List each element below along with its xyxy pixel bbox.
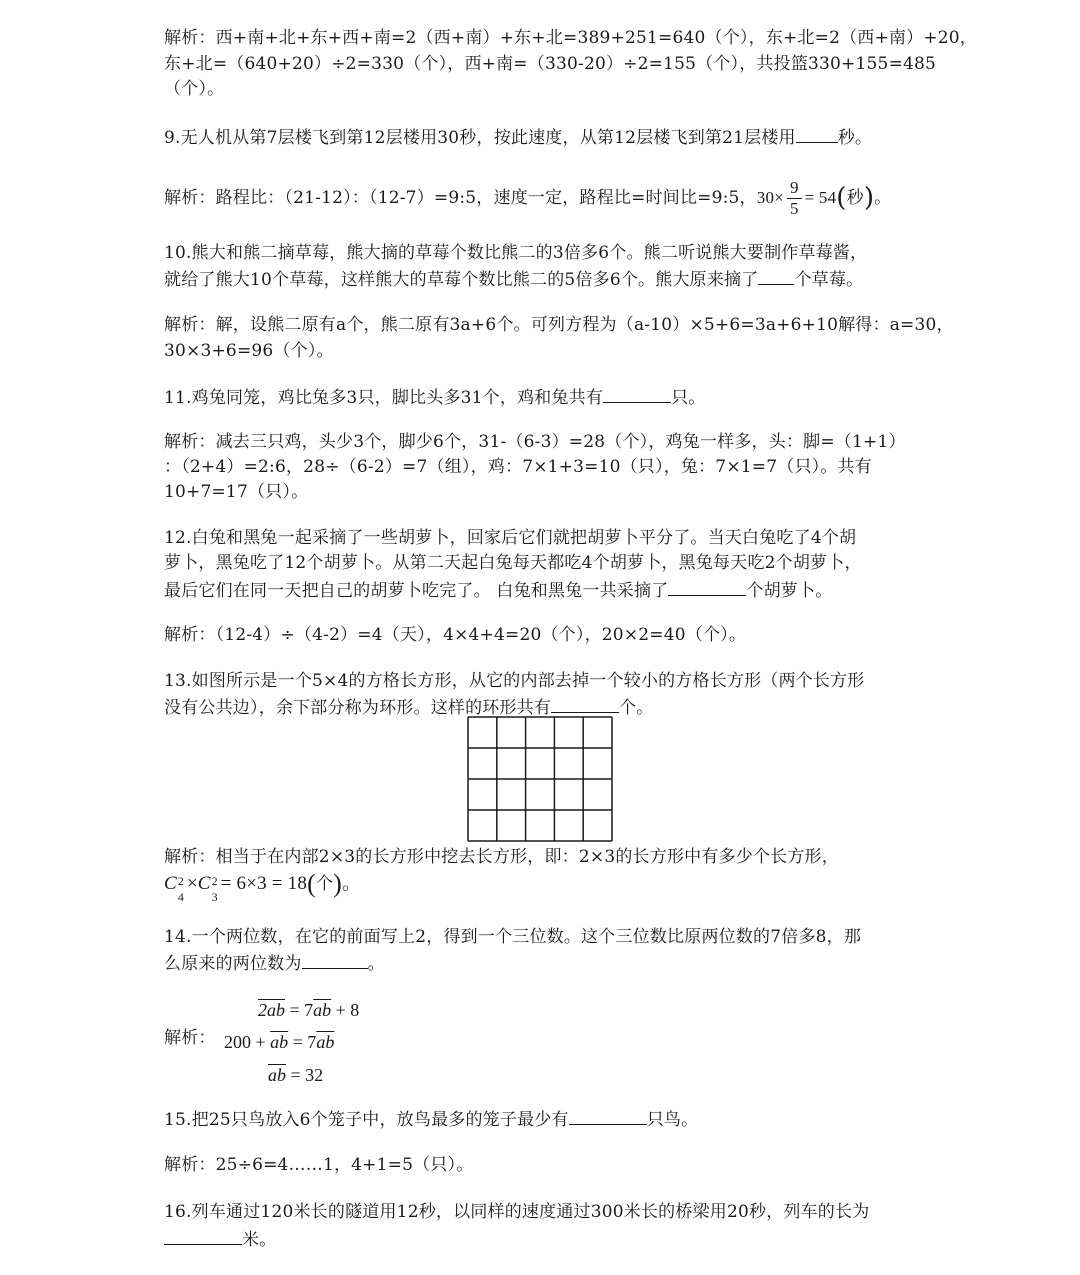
solution-9-text: 解析：路程比：（21-12）：（12-7）=9:5，速度一定，路程比=时间比=9:5， (164, 188, 757, 208)
solution-9: 解析：路程比：（21-12）：（12-7）=9:5，速度一定，路程比=时间比=9:5，30× $\frac{9}{5}$ = 54(秒)。 (164, 178, 892, 218)
answer-blank (164, 1226, 242, 1245)
fraction-9-5 (787, 178, 802, 219)
combination-symbol: C (197, 873, 211, 894)
solution-10-line-1: 解析：解，设熊二原有a个，熊二原有3a+6个。可列方程为（a-10）×5+6=3a+6+10解得：a=30， (164, 315, 954, 335)
question-10-line-2 (164, 266, 863, 292)
answer-blank (796, 124, 838, 143)
answer-blank (302, 950, 368, 969)
question-14-text: 么原来的两位数为 (164, 954, 302, 974)
question-9-tail: 秒。 (837, 128, 873, 148)
question-14-line-1: 14.一个两位数，在它的前面写上2，得到一个三位数。这个三位数比原两位数的7倍多8，那 (164, 927, 862, 947)
question-10-text: 就给了熊大10个草莓，这样熊大的草莓个数比熊二的5倍多6个。熊大原来摘了 (164, 270, 759, 290)
question-15-tail: 只鸟。 (646, 1110, 699, 1130)
solution-8-line-1: 解析：西+南+北+东+西+南=2（西+南）+东+北=389+251=640（个），东+北=2（西+南）+20， (164, 28, 978, 48)
question-13-tail: 个。 (619, 698, 654, 718)
question-10-tail: 个草莓。 (794, 270, 864, 290)
solution-15: 解析：25÷6=4……1，4+1=5（只）。 (164, 1155, 474, 1175)
question-11-text: 11.鸡兔同笼，鸡比兔多3只，脚比头多31个，鸡和兔共有 (164, 388, 604, 408)
question-12-text: 最后它们在同一天把自己的胡萝卜吃完了。 白兔和黑兔一共采摘了 (164, 581, 669, 601)
solution-13-line-1: 解析：相当于在内部2×3的长方形中挖去长方形，即：2×3的长方形中有多少个长方形， (164, 847, 839, 867)
solution-12: 解析：（12-4）÷（4-2）=4（天），4×4+4=20（个），20×2=40（个）。 (164, 625, 747, 645)
solution-8-line-3: （个）。 (164, 79, 225, 99)
question-12-tail: 个胡萝卜。 (746, 581, 833, 601)
answer-blank (758, 266, 794, 285)
solution-11-line-2: ：（2+4）=2:6，28÷（6-2）=7（组），鸡：7×1+3=10（只），兔：7×1=7（只）。共有 (164, 457, 872, 477)
equation-1: $2ab = 7\overline{ab} + 8$ (258, 1000, 360, 1020)
solution-9-result: = 54 (804, 188, 837, 207)
question-12-line-1: 12.白兔和黑兔一起采摘了一些胡萝卜，回家后它们就把胡萝卜平分了。当天白兔吃了4个胡 (164, 528, 857, 548)
solution-14-label: 解析： (164, 1028, 216, 1048)
fraction-numerator: 9 (787, 178, 802, 199)
question-9-text: 9.无人机从第7层楼飞到第12层楼用30秒，按此速度，从第12层楼飞到第21层楼用 (164, 128, 796, 148)
answer-blank (603, 384, 671, 403)
question-11-tail: 只。 (671, 388, 706, 408)
question-15 (164, 1106, 698, 1132)
question-14-tail: 。 (367, 954, 385, 974)
question-13-line-1: 13.如图所示是一个5×4的方格长方形，从它的内部去掉一个较小的方格长方形（两个长方形 (164, 671, 865, 691)
question-14-line-2 (164, 950, 385, 976)
question-10-line-1: 10.熊大和熊二摘草莓，熊大摘的草莓个数比熊二的3倍多6个。熊二听说熊大要制作草莓酱， (164, 243, 868, 263)
answer-blank (551, 694, 619, 713)
equation-2: $200 + \overline{ab} = 7\overline{ab}$ (224, 1032, 335, 1052)
question-13-text: 没有公共边），余下部分称为环形。这样的环形共有 (164, 698, 552, 718)
combination-symbol: C (164, 873, 177, 894)
question-16-line-2 (164, 1226, 276, 1252)
question-9 (164, 124, 872, 150)
question-16-line-1: 16.列车通过120米长的隧道用12秒，以同样的速度通过300米长的桥梁用20秒，列车的长为 (164, 1202, 870, 1222)
question-16-tail: 米。 (242, 1230, 277, 1250)
question-12-line-3 (164, 577, 832, 603)
solution-13-result: = 6×3 = 18 (220, 873, 308, 894)
equation-3: $\overline{ab} = 32$ (268, 1065, 324, 1085)
solution-8-line-2: 东+北=（640+20）÷2=330（个），西+南=（330-20）÷2=155（个），共投篮330+155=485 (164, 54, 937, 74)
grid-figure-5x4 (467, 716, 613, 842)
fraction-denominator: 5 (789, 199, 799, 218)
solution-9-unit: 秒 (846, 188, 864, 208)
question-12-line-2: 萝卜，黑兔吃了12个胡萝卜。从第二天起白兔每天都吃4个胡萝卜，黑兔每天吃2个胡萝卜， (164, 553, 862, 573)
solution-11-line-3: 10+7=17（只）。 (164, 482, 309, 502)
solution-9-factor: 30× (756, 188, 784, 207)
question-15-text: 15.把25只鸟放入6个笼子中，放鸟最多的笼子最少有 (164, 1110, 569, 1130)
answer-blank (569, 1106, 647, 1125)
solution-11-line-1: 解析：减去三只鸡，头少3个，脚少6个，31-（6-3）=28（个），鸡兔一样多，头：脚=（1+1） (164, 432, 906, 452)
solution-13-formula: C 2 4 ×C 2 3 = 6×3 = 18(个)。 (164, 869, 362, 904)
answer-blank (668, 577, 746, 596)
question-11 (164, 384, 706, 410)
solution-10-line-2: 30×3+6=96（个）。 (164, 341, 334, 361)
